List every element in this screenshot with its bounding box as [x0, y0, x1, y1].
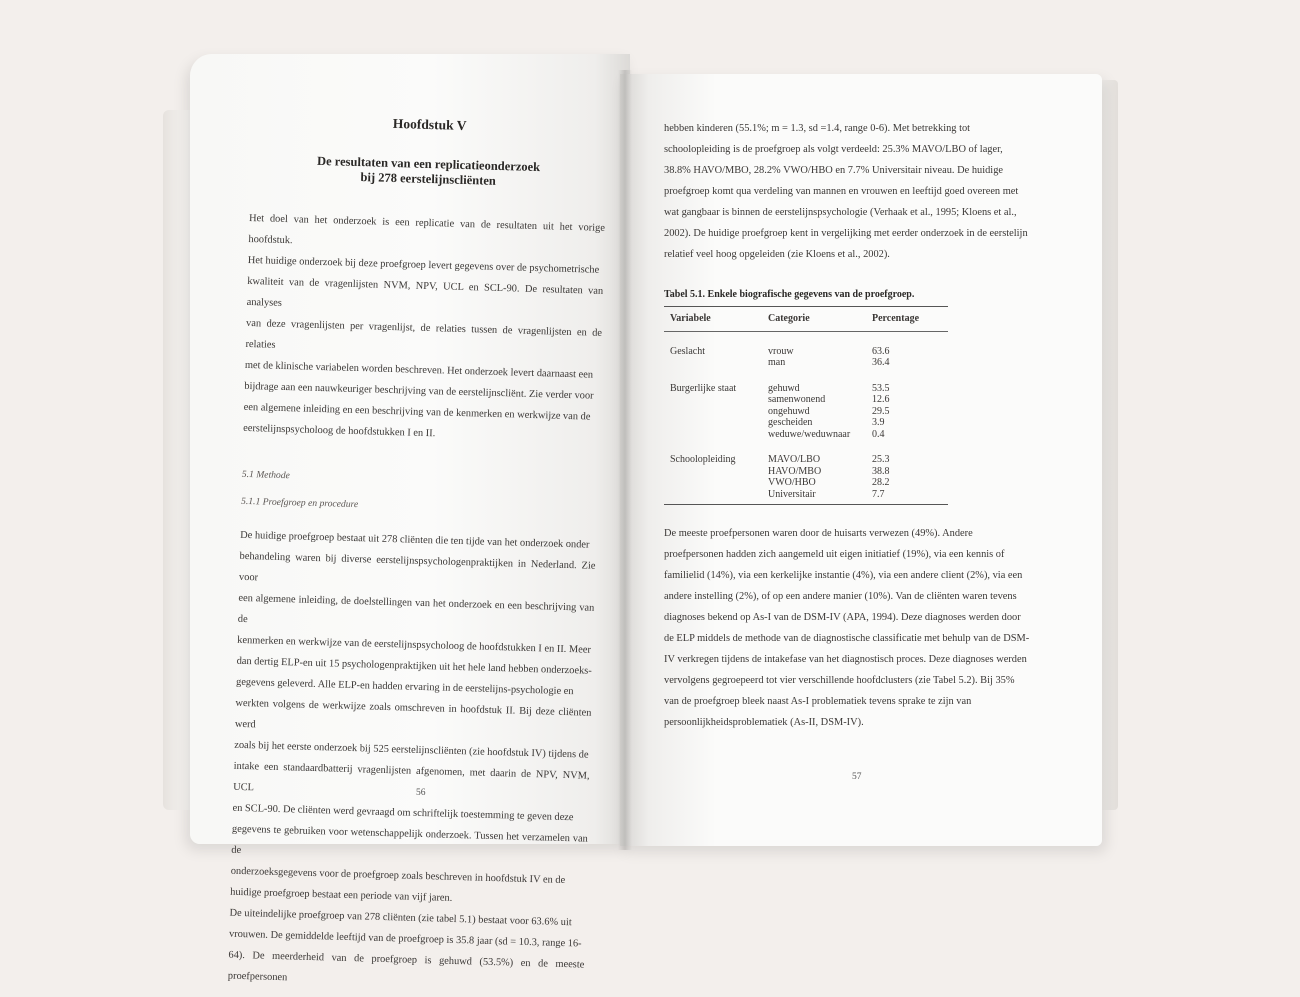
text-line: zoals bij het eerste onderzoek bij 525 eerstelijnscliënten (zie hoofdstuk IV) tijdens de — [234, 739, 589, 761]
percentage-cell: 0.4 — [872, 428, 885, 440]
text-line: IV verkregen tijdens de intakefase van het diagnostisch proces. Deze diagnoses werden — [664, 654, 1027, 665]
table-row — [664, 369, 948, 395]
text-line: schoolopleiding is de proefgroep als volgt verdeeld: 25.3% MAVO/LBO of lager, — [664, 144, 1003, 155]
text-line: met de klinische variabelen worden beschreven. Het onderzoek levert daarnaast een — [244, 359, 594, 381]
text-line: relatief veel hoog opgeleiden (zie Kloens et al., 2002). — [664, 249, 890, 260]
text-line: een algemene inleiding, de doelstellingen van het onderzoek en een beschrijving van de — [237, 592, 595, 626]
table-row — [664, 489, 948, 501]
text-line: behandeling waren bij diverse eerstelijnspsychologenpraktijken in Nederland. Zie voor — [238, 550, 596, 584]
header-categorie: Categorie — [768, 313, 810, 324]
category-cell: man — [768, 357, 786, 368]
table-row — [664, 429, 948, 441]
table-row — [664, 417, 948, 429]
text-line: kwaliteit van de vragenlijsten NVM, NPV, UCL en SCL-90. De resultaten van analyses — [246, 275, 604, 309]
text-line: 38.8% HAVO/MBO, 28.2% VWO/HBO en 7.7% Universitair niveau. De huidige — [664, 165, 1003, 176]
subsection-heading: 5.1.1 Proefgroep en procedure — [240, 495, 359, 511]
text-line: intake een standaardbatterij vragenlijsten afgenomen, met daarin de NPV, NVM, UCL — [232, 760, 590, 794]
table-bottom-rule — [664, 504, 948, 505]
text-line: van de proefgroep bleek naast As-I problematiek tevens sprake te zijn van — [664, 696, 972, 707]
text-line: 64). De meerderheid van de proefgroep is gehuwd (53.5%) en de meeste proefpersonen — [227, 949, 585, 984]
text-line: proefpersonen hadden zich aangemeld uit eigen initiatief (19%), via een kennis of — [664, 549, 1005, 560]
category-cell: MAVO/LBO — [768, 454, 821, 465]
text-line: Het huidige onderzoek bij deze proefgroep levert gegevens over de psychometrische — [247, 254, 600, 276]
text-line: de ELP middels de methode van de diagnostische classificatie met behulp van de DSM- — [664, 633, 1030, 644]
percentage-cell: 25.3 — [872, 454, 890, 465]
right-page-text — [664, 118, 1032, 733]
body-paragraph — [228, 525, 597, 997]
page-number-right: 57 — [852, 772, 862, 782]
percentage-cell: 12.6 — [872, 394, 890, 405]
section-heading: 5.1 Methode — [241, 468, 290, 482]
header-variabele: Variabele — [670, 313, 711, 324]
table-row — [664, 440, 948, 466]
percentage-cell: 63.6 — [872, 345, 890, 357]
percentage-cell: 29.5 — [872, 405, 890, 417]
text-line: een algemene inleiding en een beschrijving van de kenmerken en werkwijze van de — [243, 401, 591, 423]
text-line: familielid (14%), via een kerkelijke instantie (4%), via een andere client (2%), via een — [664, 570, 1023, 581]
percentage-cell: 28.2 — [872, 477, 890, 488]
text-line: Het doel van het onderzoek is een replicatie van de resultaten uit het vorige hoofdstuk. — [248, 212, 606, 247]
category-cell: gescheiden — [768, 417, 813, 428]
closing-paragraph — [664, 523, 1032, 733]
text-line: en SCL-90. De cliënten werd gevraagd om schriftelijk toestemming te geven deze — [232, 802, 574, 824]
left-page-text — [228, 112, 608, 997]
page-number-left: 56 — [416, 788, 426, 798]
category-cell: VWO/HBO — [768, 477, 816, 488]
text-line: 2002). De huidige proefgroep kent in vergelijking met eerder onderzoek in de eerstelijn — [664, 228, 1028, 239]
variable-cell: Schoolopleiding — [670, 454, 736, 465]
table-title: Tabel 5.1. Enkele biografische gegevens van de proefgroep. — [664, 289, 915, 300]
text-line: De uiteindelijke proefgroep van 278 cliënten (zie tabel 5.1) bestaat voor 63.6% uit — [229, 907, 572, 929]
category-cell: vrouw — [768, 345, 794, 357]
chapter-title-line2: bij 278 eerstelijnscliënten — [360, 170, 497, 188]
text-line: proefgroep komt qua verdeling van mannen en vrouwen en leeftijd goed overeen met — [664, 186, 1019, 197]
category-cell: HAVO/MBO — [768, 465, 822, 477]
table-row — [664, 357, 948, 369]
percentage-cell: 38.8 — [872, 465, 890, 477]
text-line: huidige proefgroep bestaat een periode van vijf jaren. — [230, 886, 453, 904]
table-row — [664, 406, 948, 418]
category-cell: Universitair — [768, 488, 816, 500]
text-line: persoonlijkheidsproblematiek (As-II, DSM-IV). — [664, 717, 864, 728]
text-line: gegevens geleverd. Alle ELP-en hadden ervaring in de eerstelijns-psychologie en — [235, 676, 574, 698]
text-line: onderzoeksgegevens voor de proefgroep zoals beschreven in hoofdstuk IV en de — [230, 865, 566, 887]
percentage-cell: 53.5 — [872, 382, 890, 394]
text-line: kenmerken en werkwijze van de eerstelijnspsycholoog de hoofdstukken I en II. Meer — [237, 634, 592, 656]
table-row — [664, 394, 948, 406]
category-cell: gehuwd — [768, 382, 800, 394]
table-row — [664, 477, 948, 489]
text-line: hebben kinderen (55.1%; m = 1.3, sd =1.4, range 0-6). Met betrekking tot — [664, 123, 971, 134]
biographic-table — [664, 307, 948, 500]
text-line: diagnoses bekend op As-I van de DSM-IV (APA, 1994). Deze diagnoses werden door — [664, 612, 1021, 623]
category-cell: samenwonend — [768, 394, 826, 405]
percentage-cell: 36.4 — [872, 357, 890, 368]
table-row — [664, 466, 948, 478]
continued-paragraph — [664, 118, 1032, 265]
table-header-row — [664, 307, 948, 331]
category-cell: ongehuwd — [768, 405, 810, 417]
text-line: dan dertig ELP-en uit 15 psychologenpraktijken uit het hele land hebben onderzoeks- — [236, 655, 592, 677]
text-line: eerstelijnspsycholoog de hoofdstukken I en II. — [243, 422, 436, 440]
text-line: van deze vragenlijsten per vragenlijst, de relaties tussen de vragenlijsten en de relaties — [245, 317, 603, 351]
percentage-cell: 7.7 — [872, 488, 885, 500]
text-line: De meeste proefpersonen waren door de huisarts verwezen (49%). Andere — [664, 528, 973, 539]
percentage-cell: 3.9 — [872, 417, 885, 428]
text-line: wat gangbaar is binnen de eerstelijnspsychologie (Verhaak et al., 1995; Kloens et al., — [664, 207, 1017, 218]
text-line: vrouwen. De gemiddelde leeftijd van de proefgroep is 35.8 jaar (sd = 10.3, range 16- — [228, 928, 582, 950]
variable-cell: Geslacht — [670, 345, 705, 357]
variable-cell: Burgerlijke staat — [670, 382, 737, 394]
text-line: bijdrage aan een nauwkeuriger beschrijving van de eerstelijnscliënt. Zie verder voor — [244, 380, 594, 402]
text-line: De huidige proefgroep bestaat uit 278 cliënten die ten tijde van het onderzoek onder — [240, 529, 590, 551]
chapter-title-line1: De resultaten van een replicatieonderzoek — [316, 153, 541, 175]
header-percentage: Percentage — [872, 313, 920, 324]
text-line: werkten volgens de werkwijze zoals omschreven in hoofdstuk II. Bij deze cliënten werd — [234, 697, 592, 731]
intro-paragraph — [243, 208, 605, 449]
text-line: vervolgens gegroepeerd tot vier verschillende hoofdclusters (zie Tabel 5.2). Bij 35% — [664, 675, 1015, 686]
text-line: andere instelling (2%), of op een andere manier (10%). Van de cliënten waren tevens — [664, 591, 1017, 602]
category-cell: weduwe/weduwnaar — [768, 428, 851, 440]
chapter-number: Hoofdstuk V — [392, 115, 467, 133]
book-gutter — [618, 70, 632, 850]
text-line: gegevens te gebruiken voor wetenschappelijk onderzoek. Tussen het verzamelen van de — [231, 823, 588, 856]
table-row — [664, 331, 948, 357]
